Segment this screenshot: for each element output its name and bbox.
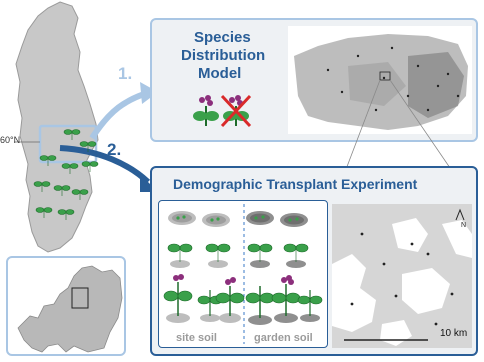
site-soil-label: site soil xyxy=(176,332,217,344)
plant-absent-icon xyxy=(222,95,250,126)
garden-soil-label: garden soil xyxy=(254,332,313,344)
garden-seed-tray-1 xyxy=(246,211,274,225)
sdm-title-line2: Distribution xyxy=(181,47,266,64)
scale-bar-label: 10 km xyxy=(440,328,468,339)
site-seed-tray-2 xyxy=(202,213,230,227)
step-1-label: 1. xyxy=(118,64,133,83)
latitude-label: 60°N xyxy=(0,135,21,145)
north-label: N xyxy=(461,222,467,229)
experiment-title: Demographic Transplant Experiment xyxy=(173,176,418,192)
sdm-title-line3: Model xyxy=(198,65,242,82)
sdm-icons xyxy=(190,92,260,132)
seedlings-row xyxy=(160,232,328,272)
sdm-title-line1: Species xyxy=(194,29,251,46)
mature-plants-row xyxy=(160,272,328,330)
europe-map xyxy=(8,258,124,354)
europe-inset xyxy=(6,256,126,356)
plant-present-icon xyxy=(193,95,219,126)
garden-seed-tray-2 xyxy=(280,213,308,227)
site-seed-tray-1 xyxy=(168,211,196,225)
seed-trays xyxy=(160,206,328,230)
step-2-label: 2. xyxy=(107,140,122,159)
map-plants xyxy=(30,122,110,232)
landscape-map xyxy=(332,204,472,348)
